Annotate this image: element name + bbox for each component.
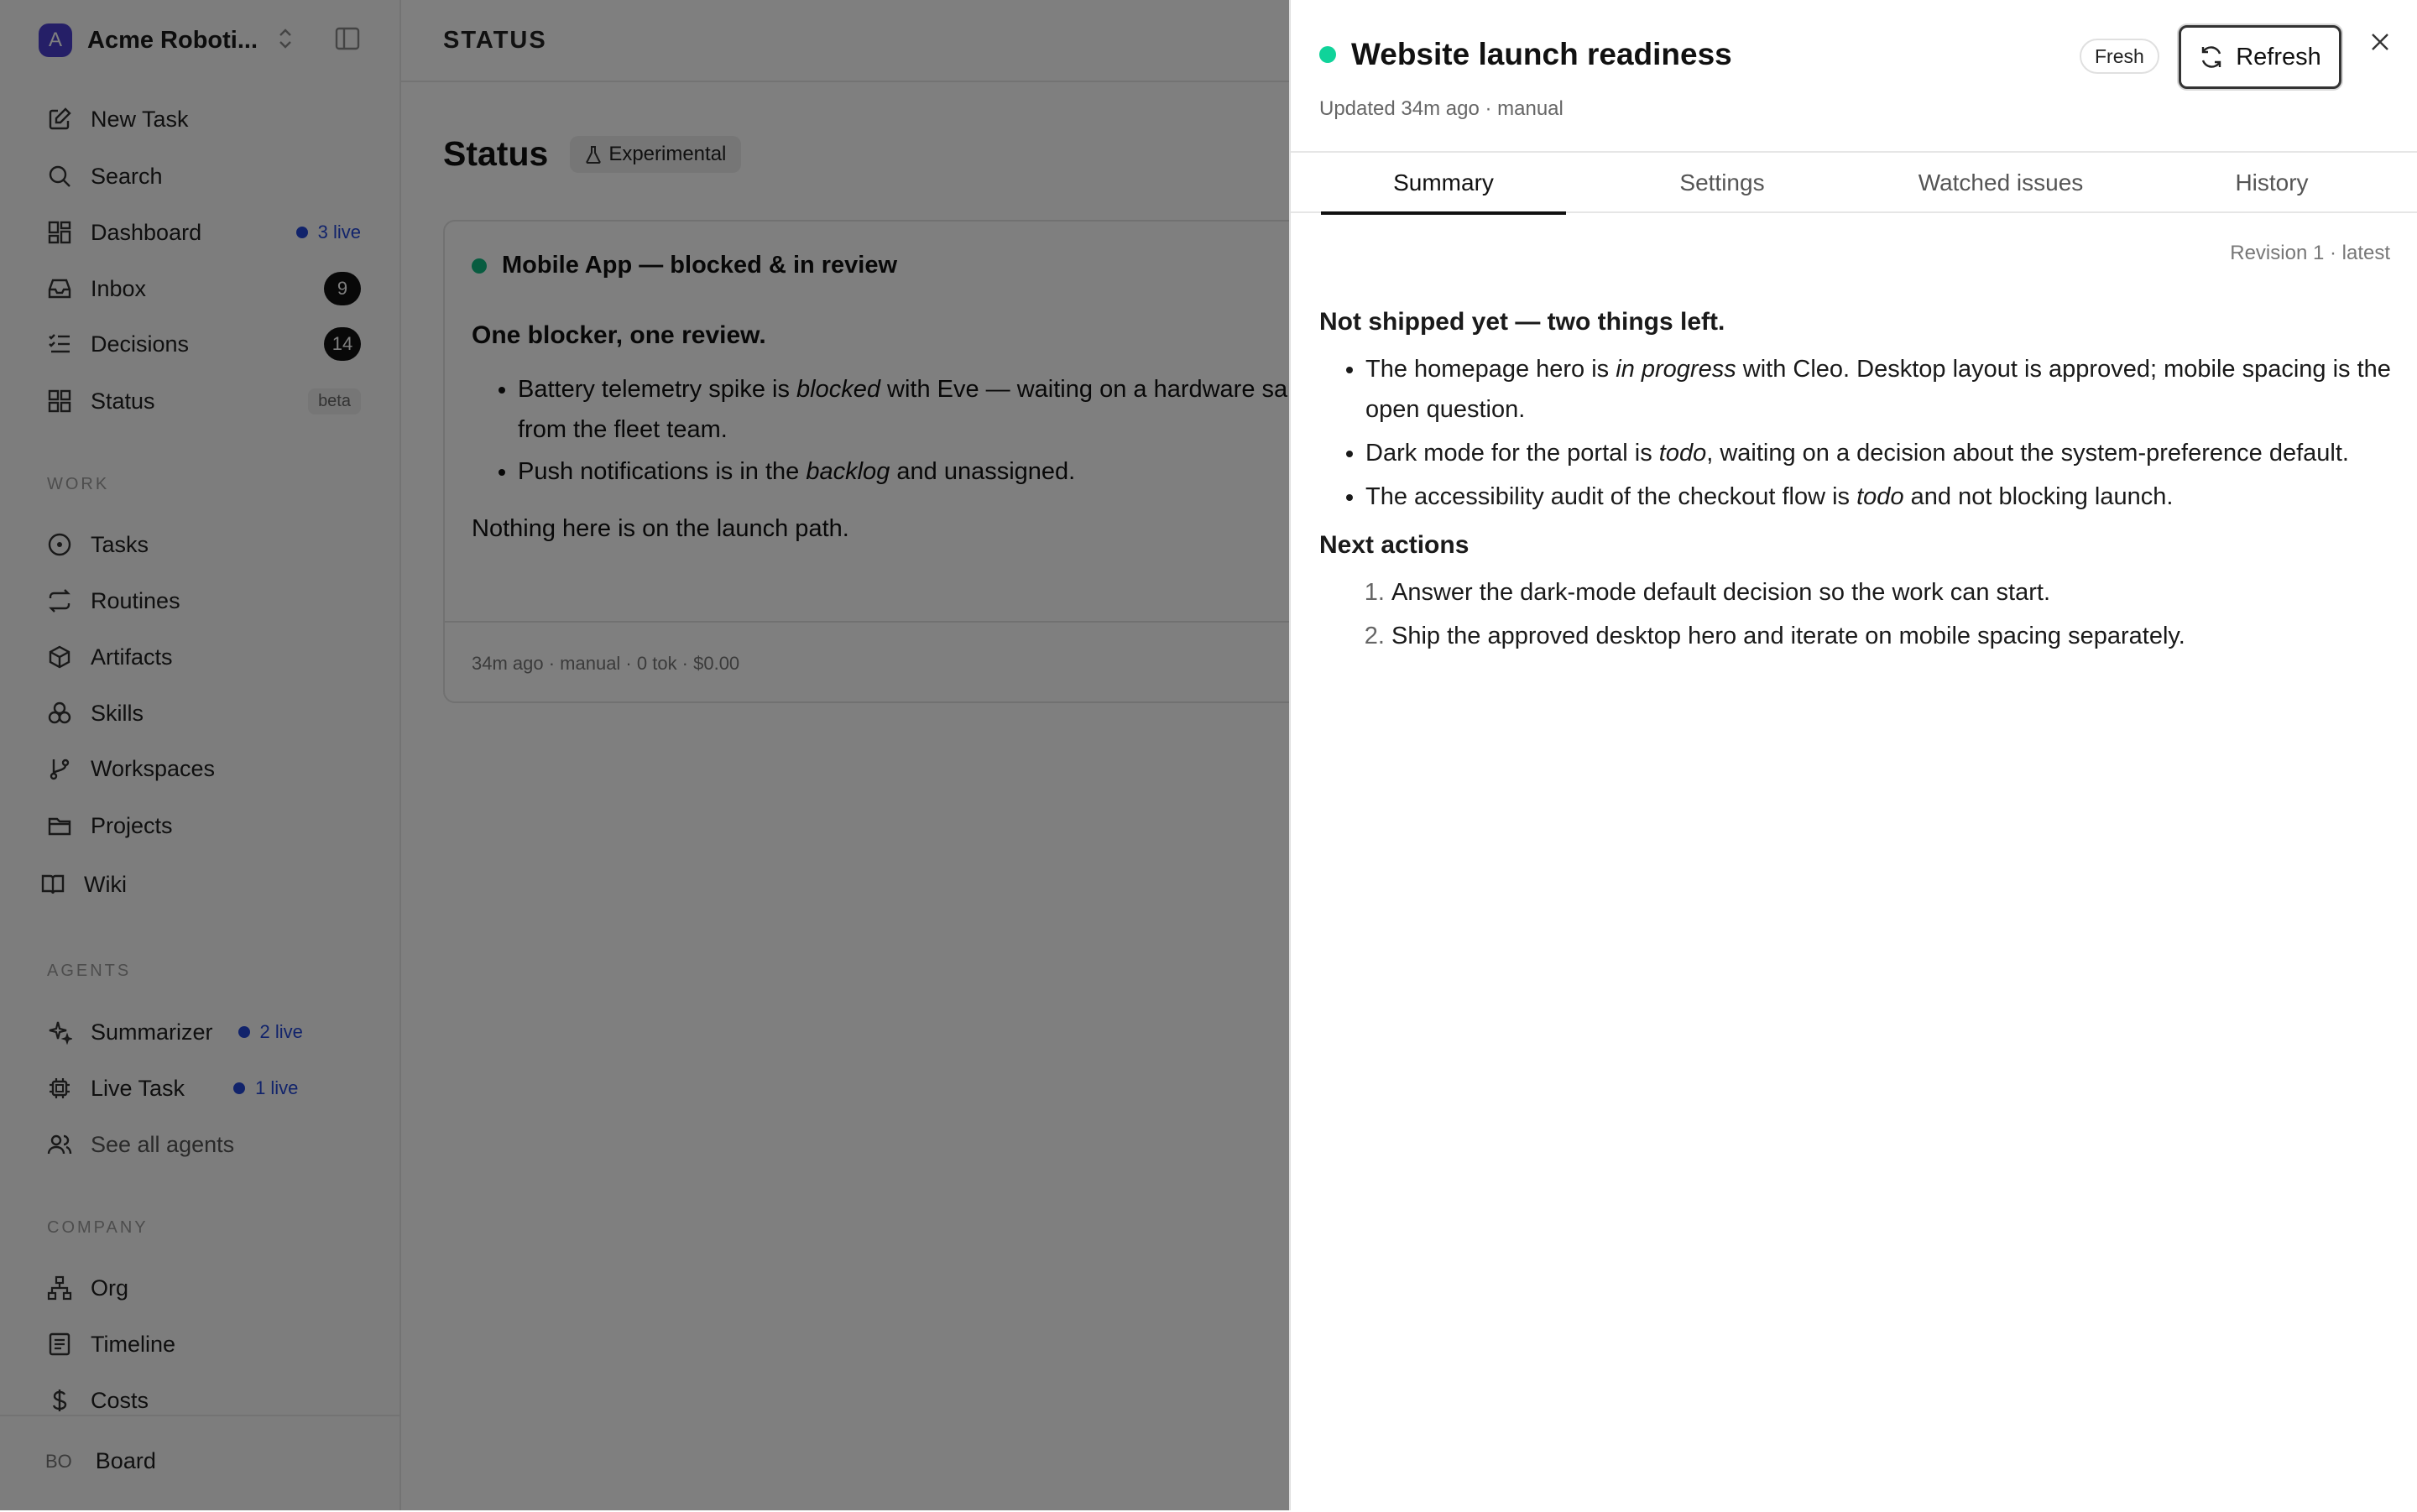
tab-watched-issues[interactable]: Watched issues [1918,169,2084,196]
drawer-subtitle: Updated 34m ago · manual [1319,97,1563,120]
list-item: • The homepage hero is in progress with Cleo. Desktop layout is approved; mobile spacing is the open question. [1365,349,2394,430]
summary-bullets [1319,349,2394,517]
close-icon[interactable] [2363,25,2397,59]
list-item: • Dark mode for the portal is todo, waiting on a decision about the system-preference default. [1365,433,2394,473]
tab-settings[interactable]: Settings [1679,169,1765,196]
refresh-button[interactable]: Refresh [2179,25,2341,89]
summary-content [1319,304,2394,660]
fresh-badge: Fresh [2080,39,2159,74]
summary-heading: Not shipped yet — two things left. [1319,308,1725,336]
drawer-title: Website launch readiness [1319,37,1732,72]
list-item: 1. Answer the dark-mode default decision so the work can start. [1391,572,2394,613]
next-actions-list [1319,572,2394,656]
drawer-tabs [1291,151,2417,213]
tab-history[interactable]: History [2235,169,2309,196]
status-drawer [1289,0,2417,1510]
tab-summary[interactable]: Summary [1321,153,1566,213]
revision-label: Revision 1 · latest [2230,242,2390,264]
refresh-icon [2199,44,2224,70]
next-actions-heading: Next actions [1319,531,1470,559]
fresh-status-dot [1319,46,1336,63]
list-item: • The accessibility audit of the checkout flow is todo and not blocking launch. [1365,477,2394,517]
list-item: 2. Ship the approved desktop hero and iterate on mobile spacing separately. [1391,616,2394,656]
